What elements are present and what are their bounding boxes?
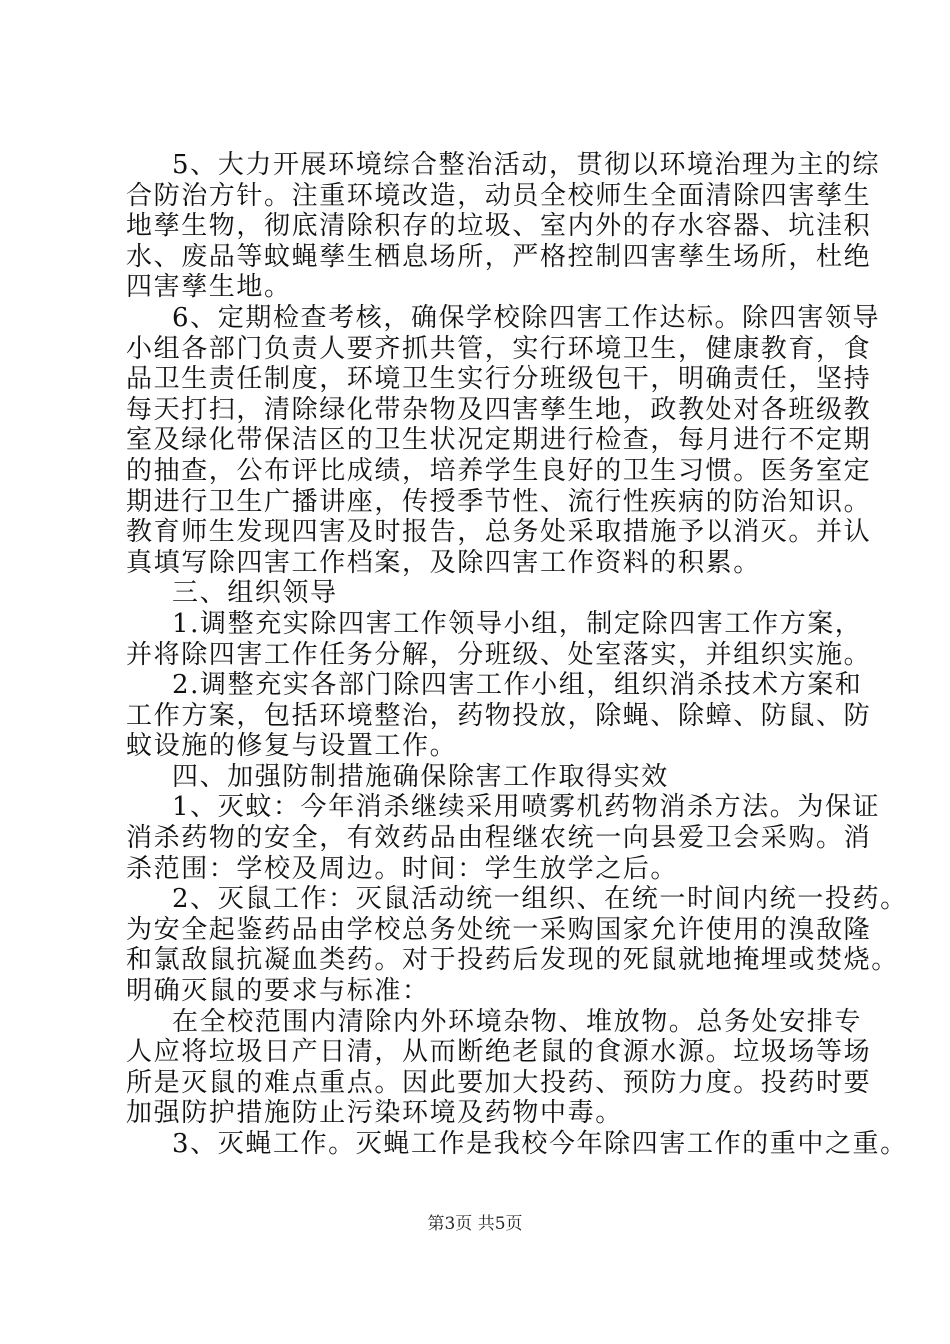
paragraph-line: 地孳生物，彻底清除积存的垃圾、室内外的存水容器、坑洼积 <box>126 211 872 242</box>
paragraph-line: 和氯敌鼠抗凝血类药。对于投药后发现的死鼠就地掩埋或焚烧。 <box>126 945 899 976</box>
paragraph-line: 2.调整充实各部门除四害工作小组，组织消杀技术方案和 <box>172 670 863 701</box>
paragraph-line: 工作方案，包括环境整治，药物投放，除蝇、除蟑、防鼠、防 <box>126 700 872 731</box>
paragraph-line: 在全校范围内清除内外环境杂物、堆放物。总务处安排专 <box>172 1006 863 1037</box>
paragraph-line: 小组各部门负责人要齐抓共管，实行环境卫生，健康教育，食 <box>126 333 872 364</box>
paragraph-line: 2、灭鼠工作：灭鼠活动统一组织、在统一时间内统一投药。 <box>172 884 908 915</box>
paragraph-line: 1、灭蚊：今年消杀继续采用喷雾机药物消杀方法。为保证 <box>172 792 881 823</box>
section-heading: 三、组织领导 <box>172 578 338 609</box>
paragraph-line: 教育师生发现四害及时报告，总务处采取措施予以消灭。并认 <box>126 517 872 548</box>
paragraph-line: 6、定期检查考核，确保学校除四害工作达标。除四害领导 <box>172 302 881 333</box>
paragraph-line: 期进行卫生广播讲座，传授季节性、流行性疾病的防治知识。 <box>126 486 872 517</box>
paragraph-line: 1.调整充实除四害工作领导小组，制定除四害工作方案， <box>172 608 863 639</box>
paragraph-line: 所是灭鼠的难点重点。因此要加大投药、预防力度。投药时要 <box>126 1067 872 1098</box>
paragraph-line: 加强防护措施防止污染环境及药物中毒。 <box>126 1098 623 1129</box>
paragraph-line: 杀范围：学校及周边。时间：学生放学之后。 <box>126 853 679 884</box>
paragraph-line: 室及绿化带保洁区的卫生状况定期进行检查，每月进行不定期 <box>126 425 872 456</box>
document-body <box>126 150 908 1160</box>
paragraph-line: 人应将垃圾日产日清，从而断绝老鼠的食源水源。垃圾场等场 <box>126 1037 872 1068</box>
paragraph-line: 消杀药物的安全，有效药品由程继农统一向县爱卫会采购。消 <box>126 823 872 854</box>
paragraph-line: 3、灭蝇工作。灭蝇工作是我校今年除四害工作的重中之重。 <box>172 1129 908 1159</box>
paragraph-line: 合防治方针。注重环境改造，动员全校师生全面清除四害孳生 <box>126 180 872 211</box>
paragraph-line: 真填写除四害工作档案，及除四害工作资料的积累。 <box>126 547 761 578</box>
paragraph-line: 水、废品等蚊蝇孳生栖息场所，严格控制四害孳生场所，杜绝 <box>126 241 872 272</box>
paragraph-line: 品卫生责任制度，环境卫生实行分班级包干，明确责任，坚持 <box>126 364 872 395</box>
paragraph-line: 四害孳生地。 <box>126 272 292 303</box>
paragraph-line: 并将除四害工作任务分解，分班级、处室落实，并组织实施。 <box>126 639 872 670</box>
paragraph-line: 每天打扫，清除绿化带杂物及四害孳生地，政教处对各班级教 <box>126 394 872 425</box>
paragraph-line: 5、大力开展环境综合整治活动，贯彻以环境治理为主的综 <box>172 150 881 180</box>
section-heading: 四、加强防制措施确保除害工作取得实效 <box>172 761 669 792</box>
paragraph-line: 为安全起鉴药品由学校总务处统一采购国家允许使用的溴敌隆 <box>126 914 872 945</box>
paragraph-line: 蚊设施的修复与设置工作。 <box>126 731 458 762</box>
paragraph-line: 明确灭鼠的要求与标准： <box>126 976 430 1007</box>
paragraph-line: 的抽查，公布评比成绩，培养学生良好的卫生习惯。医务室定 <box>126 455 872 486</box>
page-number: 第3页 共5页 <box>427 1214 523 1234</box>
